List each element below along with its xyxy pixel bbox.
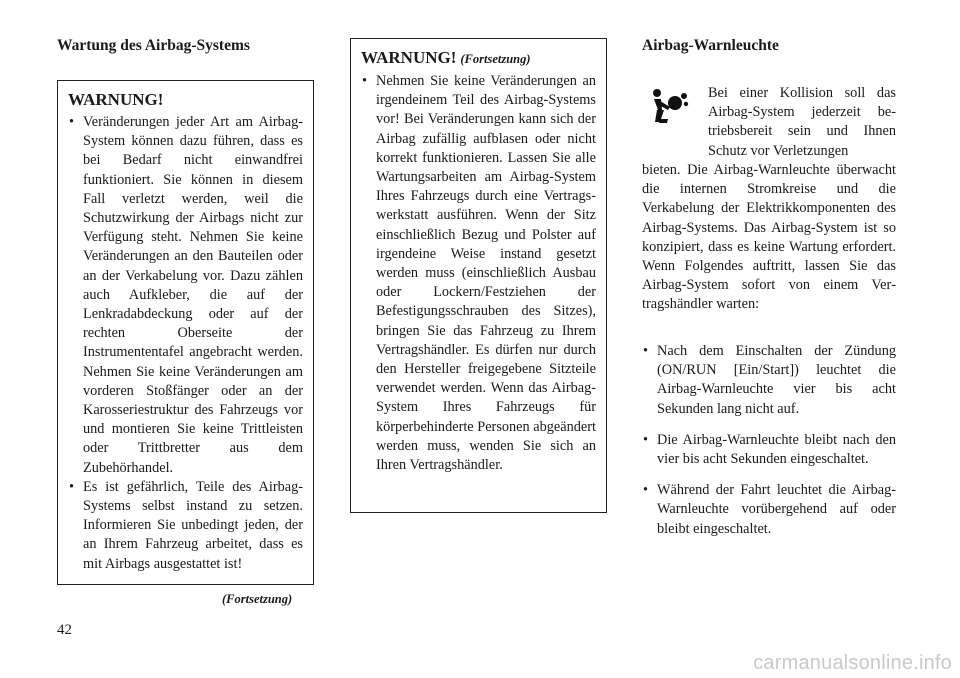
section-heading-airbag-warning-light: Airbag-Warnleuchte — [642, 37, 779, 54]
warning-bullet-item: • Nehmen Sie keine Veränderungen an irgendeinem Teil des Airbag-Systems vor! Bei Veränderungen kann sich der Airbag zufällig aufblasen oder nicht korrekt funktionieren. Lassen Sie alle Wartungsarbeiten am Airbag-System Ihres Fahrzeugs durch eine Vertragswerkstatt ausführen. Wenn der Sitz einschließlich Bezug und Polster auf irgendeine Weise instand gesetzt werden muss (einschließlich Ausbau oder Lockern/Festziehen der Befestigungsschrauben des Sitzes), bringen Sie das Fahrzeug zu Ihrem Vertragshändler. Es dürfen nur durch den Hersteller freigegebene Sitzteile verwendet werden. Wenn das Airbag-System Ihres Fahrzeugs für körperbehinderte Personen abgeändert werden muss, wenden Sie sich an Ihren Vertragshändler. — [361, 72, 596, 475]
intro-text-wrapped: Bei einer Kollision soll das Airbag-System jederzeit betriebsbereit sein und Ihnen Schutz vor Verletzungen — [708, 85, 896, 159]
intro-text-body: bieten. Die Airbag-Warnleuchte überwacht die internen Stromkreise und die Verkabelung der Elektrikkomponenten des Airbag-Systems. Das Airbag-System ist so konzipiert, dass es keine Wartung erfordert. Wenn Folgendes auftritt, lassen Sie das Airbag-System sofort von einem Vertragshändler warten: — [642, 162, 896, 313]
fault-condition-list — [642, 342, 896, 551]
warning-title-continued — [361, 47, 596, 70]
warning-bullet-list — [361, 72, 596, 475]
warning-bullet-item: • Veränderungen jeder Art am Airbag-System können dazu führen, dass es bei Bedarf nicht einwandfrei funktioniert. Sie können in diesem Fall verletzt werden, weil die Schutzwirkung der Airbags nicht zur Verfügung steht. Nehmen Sie keine Veränderungen an den Bauteilen oder an der Verkabelung vor. Dazu zählen auch Aufkleber, die auf der Lenkradabdeckung oder auf der rechten Oberseite der Instrumententafel angebracht werden. Nehmen Sie keine Veränderungen am vorderen Stoßfänger oder an der Karosseriestruktur des Fahrzeugs vor und montieren Sie keine Trittleisten oder Trittbretter aus dem Zubehörhandel. — [68, 113, 303, 478]
continuation-note: (Fortsetzung) — [222, 592, 293, 606]
warning-box-middle — [350, 38, 607, 513]
warning-bullet-list — [68, 113, 303, 574]
warning-title-text: WARNUNG! — [361, 48, 457, 67]
airbag-warning-icon — [648, 88, 690, 126]
page-number: 42 — [57, 622, 72, 638]
warning-title-suffix: (Fortsetzung) — [460, 52, 531, 66]
fault-condition-item: • Nach dem Einschalten der Zündung (ON/RUN [Ein/Start]) leuchtet die Airbag-Warnleuchte vier bis acht Sekunden lang nicht auf. — [642, 342, 896, 419]
section-heading-airbag-maintenance: Wartung des Airbag-Systems — [57, 37, 250, 54]
fault-condition-item: • Während der Fahrt leuchtet die Airbag-Warnleuchte vorübergehend auf oder bleibt eingeschaltet. — [642, 481, 896, 539]
warning-bullet-item: • Es ist gefährlich, Teile des Airbag-Systems selbst instand zu setzen. Informieren Sie unbedingt jeden, der an Ihrem Fahrzeug arbeitet, dass es mit Airbags ausgestattet ist! — [68, 478, 303, 574]
watermark-text: carmanualsonline.info — [753, 652, 952, 674]
fault-condition-item: • Die Airbag-Warnleuchte bleibt nach den vier bis acht Sekunden eingeschaltet. — [642, 431, 896, 469]
warning-box-left — [57, 80, 314, 585]
warning-title: WARNUNG! — [68, 90, 164, 109]
